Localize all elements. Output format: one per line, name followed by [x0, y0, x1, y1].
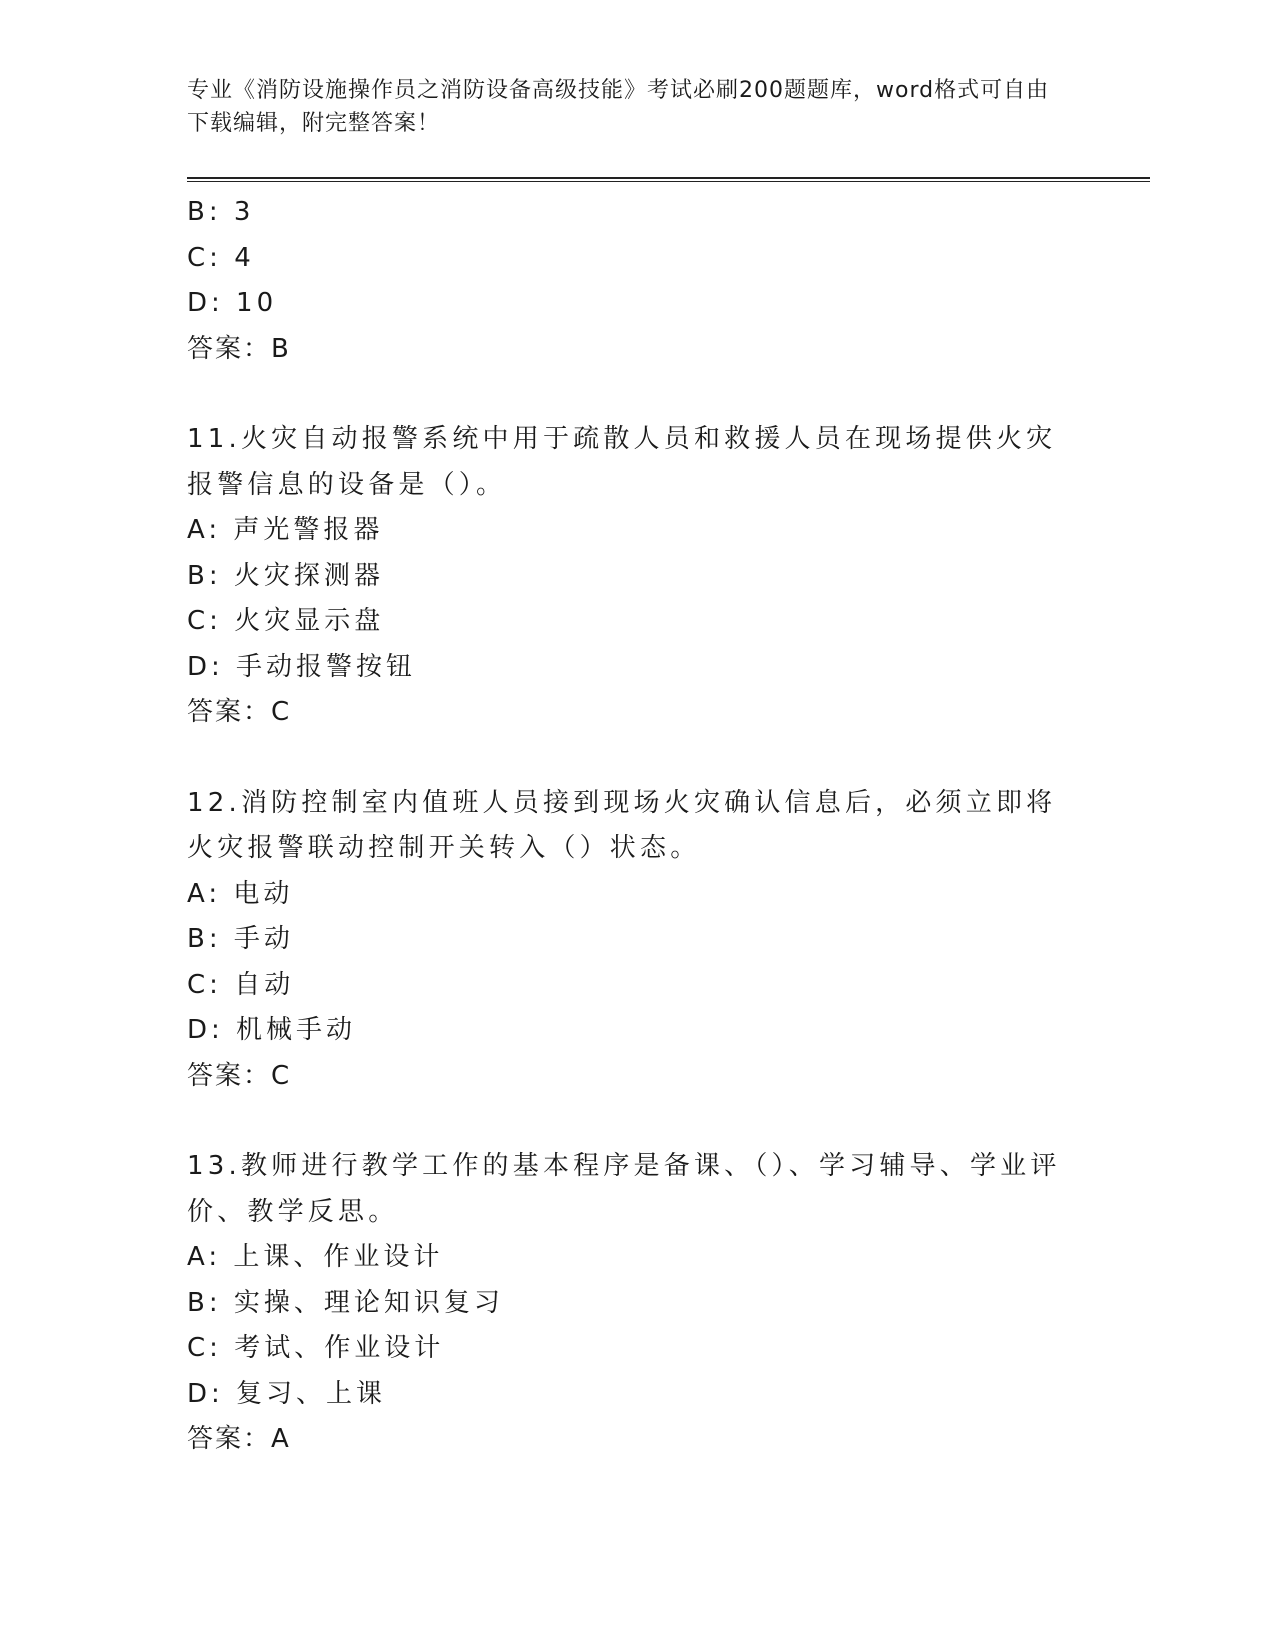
question-11: [187, 417, 1087, 736]
question-13: [187, 1144, 1087, 1463]
option-b: B: 火灾探测器: [187, 560, 384, 591]
option-c: C: 考试、作业设计: [187, 1333, 445, 1363]
question-text: 11.火灾自动报警系统中用于疏散人员和救援人员在现场提供火灾报警信息的设备是（）。: [187, 424, 1057, 500]
question-text: 13.教师进行教学工作的基本程序是备课、（）、学习辅导、学业评价、教学反思。: [187, 1151, 1061, 1227]
question-12: [187, 781, 1087, 1100]
option-d: D: 复习、上课: [187, 1378, 387, 1409]
partial-question: [187, 190, 1087, 372]
question-list: [187, 190, 1087, 1463]
option-d: D: 10: [187, 288, 278, 318]
header-divider: [187, 177, 1150, 182]
option-d: D: 手动报警按钮: [187, 651, 417, 682]
answer-line: 答案：C: [187, 1060, 292, 1091]
header-title: 专业《消防设施操作员之消防设备高级技能》考试必刷200题题库，word格式可自由下载编辑，附完整答案！: [187, 78, 1050, 136]
option-c: C: 4: [187, 242, 255, 273]
option-b: B: 3: [187, 197, 255, 227]
question-text: 12.消防控制室内值班人员接到现场火灾确认信息后，必须立即将火灾报警联动控制开关转入（）状态。: [187, 787, 1057, 863]
option-b: B: 手动: [187, 924, 294, 954]
option-d: D: 机械手动: [187, 1015, 357, 1045]
answer-line: 答案：C: [187, 697, 292, 727]
page-header: [187, 74, 1067, 140]
answer-line: 答案：B: [187, 333, 291, 364]
answer-line: 答案：A: [187, 1424, 291, 1454]
option-a: A: 上课、作业设计: [187, 1242, 444, 1272]
option-c: C: 自动: [187, 969, 295, 1000]
option-c: C: 火灾显示盘: [187, 606, 385, 636]
option-a: A: 电动: [187, 878, 294, 909]
option-a: A: 声光警报器: [187, 515, 384, 545]
option-b: B: 实操、理论知识复习: [187, 1287, 504, 1318]
